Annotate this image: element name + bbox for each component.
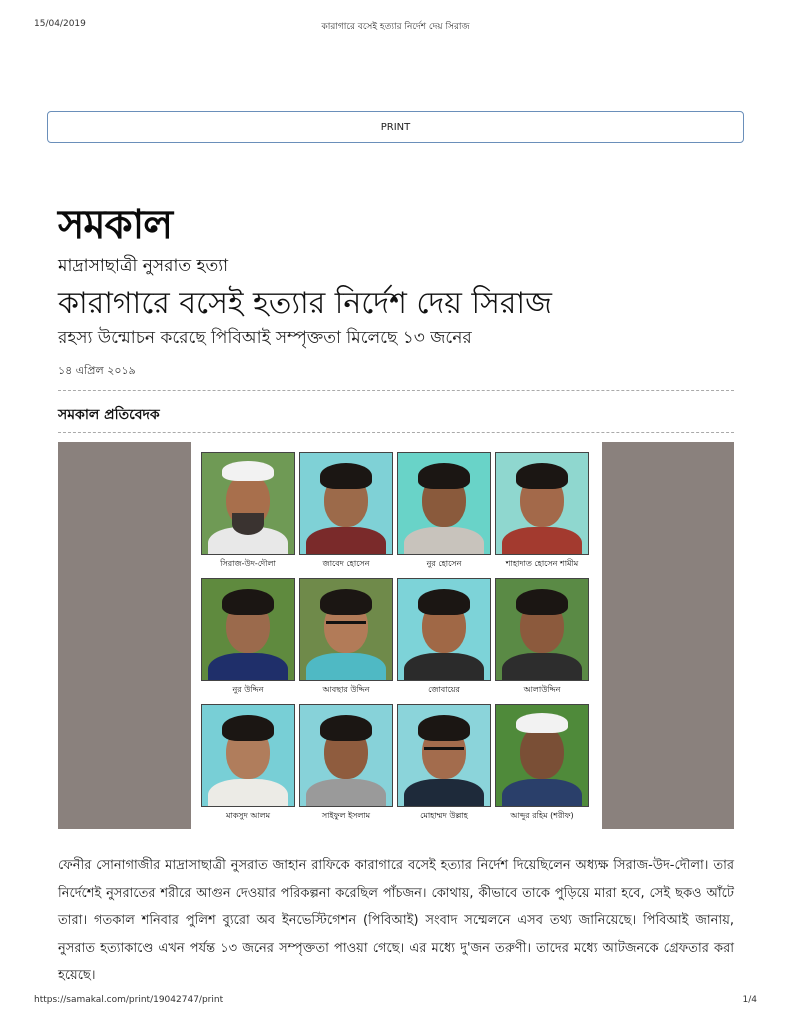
- suspect-portrait: [299, 452, 393, 572]
- portrait-photo: [201, 578, 295, 681]
- portrait-cap: [222, 461, 274, 481]
- divider-bottom: [58, 432, 734, 433]
- suspect-portrait: [397, 452, 491, 572]
- suspect-portrait: [397, 578, 491, 698]
- print-url: https://samakal.com/print/19042747/print: [34, 995, 224, 1005]
- portrait-caption: আলাউদ্দিন: [523, 685, 561, 694]
- portrait-shirt: [502, 779, 582, 807]
- portrait-caption: জোবায়ের: [428, 685, 460, 694]
- portrait-shirt: [502, 653, 582, 681]
- portrait-caption: নুর উদ্দিন: [232, 685, 264, 694]
- print-page-title: কারাগারে বসেই হত্যার নির্দেশ দেয় সিরাজ: [321, 22, 470, 32]
- portrait-hair: [418, 589, 470, 615]
- article-body: ফেনীর সোনাগাজীর মাদ্রাসাছাত্রী নুসরাত জাহান রাফিকে কারাগারে বসেই হত্যার নির্দেশ দিয়েছিলেন অধ্যক্ষ সিরাজ-উদ-দৌলা। তার নির্দেশেই নুসরাতের শরীরে আগুন দেওয়ার পরিকল্পনা করেছিল পাঁচজন। কোথায়, কীভাবে তাকে পুড়িয়ে মারা হবে, সেই ছকও আঁটে তারা। গতকাল শনিবার পুলিশ ব্যুরো অব ইনভেস্টিগেশন (পিবিআই) সংবাদ সম্মেলনে এসব তথ্য জানিয়েছে। পিবিআই জানায়, নুসরাত হত্যাকাণ্ডে এখন পর্যন্ত ১৩ জনের সম্পৃক্ততা পাওয়া গেছে। এর মধ্যে দু'জন তরুণী। তাদের মধ্যে আটজনকে গ্রেফতার করা হয়েছে।: [58, 858, 734, 983]
- portrait-caption: মাকসুদ আলম: [225, 811, 271, 820]
- article-headline: কারাগারে বসেই হত্যার নির্দেশ দেয় সিরাজ: [58, 286, 552, 321]
- portrait-face: [520, 725, 564, 779]
- article-subheadline: রহস্য উন্মোচন করেছে পিবিআই সম্পৃক্ততা মিলেছে ১৩ জনের: [58, 328, 472, 348]
- portrait-hair: [418, 715, 470, 741]
- portrait-photo: [495, 704, 589, 807]
- portrait-photo: [201, 704, 295, 807]
- suspect-portrait: [495, 704, 589, 824]
- portrait-hair: [320, 589, 372, 615]
- portrait-caption: সিরাজ-উদ-দৌলা: [220, 559, 276, 568]
- portrait-caption: মোহাম্মদ উল্লাহ: [420, 811, 468, 820]
- portrait-shirt: [502, 527, 582, 555]
- portrait-caption: শাহাদাত হোসেন শামীম: [505, 559, 579, 568]
- suspect-portrait: [495, 452, 589, 572]
- portrait-hair: [418, 463, 470, 489]
- portrait-caption: নুর হোসেন: [426, 559, 462, 568]
- portrait-cap: [516, 713, 568, 733]
- portrait-beard: [232, 513, 264, 535]
- portrait-shirt: [208, 653, 288, 681]
- print-date: 15/04/2019: [34, 19, 86, 29]
- article-byline: সমকাল প্রতিবেদক: [58, 407, 160, 423]
- portrait-shirt: [306, 527, 386, 555]
- portrait-shirt: [306, 653, 386, 681]
- portrait-shirt: [404, 779, 484, 807]
- divider-top: [58, 390, 734, 391]
- photo-collage: [191, 442, 602, 829]
- suspect-photo-grid: [201, 452, 589, 824]
- portrait-caption: জাবেদ হোসেন: [322, 559, 370, 568]
- portrait-hair: [222, 589, 274, 615]
- portrait-caption: সাইফুল ইসলাম: [321, 811, 371, 820]
- portrait-hair: [222, 715, 274, 741]
- portrait-hair: [516, 463, 568, 489]
- article-date: ১৪ এপ্রিল ২০১৯: [58, 364, 136, 377]
- portrait-shirt: [306, 779, 386, 807]
- page-number: 1/4: [742, 995, 757, 1005]
- portrait-photo: [299, 578, 393, 681]
- portrait-photo: [299, 452, 393, 555]
- suspect-portrait: [397, 704, 491, 824]
- portrait-shirt: [404, 653, 484, 681]
- portrait-photo: [495, 578, 589, 681]
- suspect-portrait: [201, 704, 295, 824]
- portrait-hair: [320, 463, 372, 489]
- portrait-hair: [320, 715, 372, 741]
- suspect-portrait: [299, 704, 393, 824]
- portrait-glasses: [326, 621, 366, 632]
- portrait-photo: [397, 452, 491, 555]
- samakal-logo[interactable]: সমকাল: [58, 201, 173, 248]
- portrait-photo: [201, 452, 295, 555]
- suspect-portrait: [201, 578, 295, 698]
- portrait-photo: [397, 704, 491, 807]
- suspect-portrait: [201, 452, 295, 572]
- portrait-glasses: [424, 747, 464, 758]
- article-shoulder: মাদ্রাসাছাত্রী নুসরাত হত্যা: [58, 256, 229, 276]
- suspect-portrait: [299, 578, 393, 698]
- portrait-photo: [397, 578, 491, 681]
- portrait-caption: আবছার উদ্দিন: [322, 685, 370, 694]
- portrait-shirt: [404, 527, 484, 555]
- suspect-portrait: [495, 578, 589, 698]
- portrait-photo: [299, 704, 393, 807]
- portrait-shirt: [208, 779, 288, 807]
- portrait-caption: আব্দুর রহিম (শরীফ): [510, 811, 574, 820]
- article-photo: [58, 442, 734, 829]
- portrait-photo: [495, 452, 589, 555]
- portrait-hair: [516, 589, 568, 615]
- print-button[interactable]: PRINT: [47, 111, 744, 143]
